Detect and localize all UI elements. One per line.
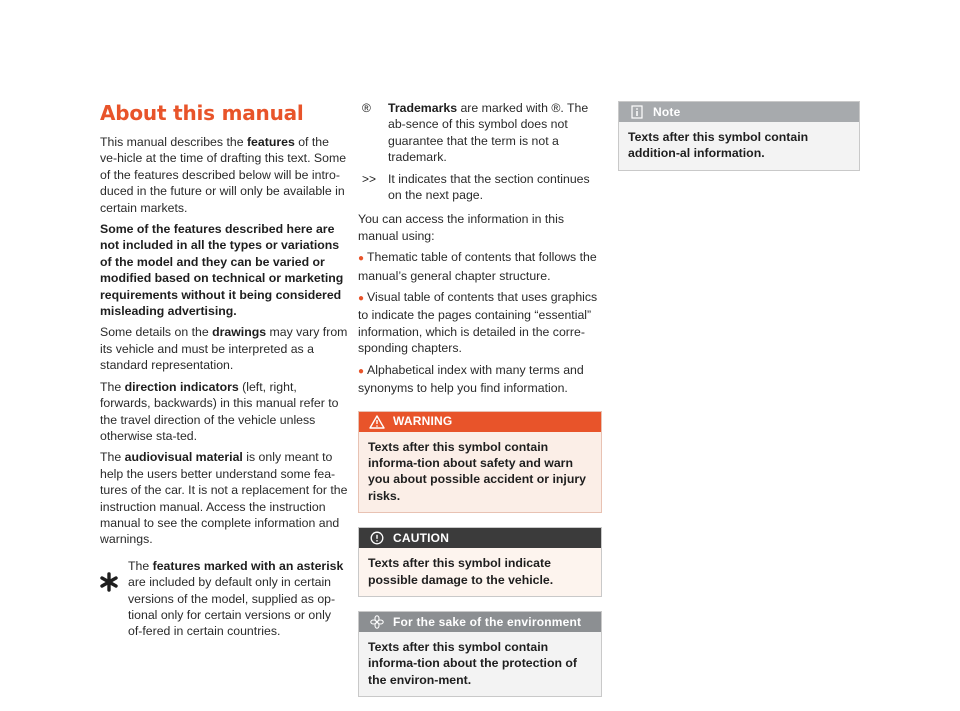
asterisk-note: [100, 558, 348, 640]
direction-paragraph: The direction indicators (left, right, forwards, backwards) in this manual refer to the travel direction of the vehicle unless otherwise sta-ted.: [100, 379, 339, 443]
note-text: Texts after this symbol contain addition-al information.: [619, 122, 859, 170]
intro-paragraph: This manual describes the features of the ve-hicle at the time of drafting this text. Some of the features described below will be intro-duced in the future or will only be available in certain markets.: [100, 135, 347, 215]
environment-text: Texts after this symbol contain informa-tion about the protection of the environ-ment.: [359, 632, 601, 696]
caution-circle-icon: [369, 531, 385, 545]
bullet-dot-icon: ●: [358, 293, 365, 305]
list-item: ● Visual table of contents that uses graphics to indicate the pages containing “essential” information, which is detailed in the corre-sponding chapters.: [358, 290, 598, 356]
note-header: Note: [619, 102, 859, 122]
page-title: About this manual: [100, 101, 304, 125]
warning-triangle-icon: [369, 415, 385, 429]
column-right: [618, 101, 860, 185]
bullet-dot-icon: ●: [358, 365, 365, 377]
environment-box: [358, 611, 602, 697]
column-middle: [358, 100, 602, 711]
warning-box: [358, 411, 602, 514]
flower-icon: [369, 615, 385, 629]
bullet-dot-icon: ●: [358, 253, 365, 265]
access-intro: You can access the information in this manual using:: [358, 212, 564, 243]
list-item: ● Alphabetical index with many terms and synonyms to help you find information.: [358, 362, 584, 396]
asterisk-icon: [100, 558, 128, 640]
caution-header: CAUTION: [359, 528, 601, 548]
warning-header: WARNING: [359, 412, 601, 432]
drawings-paragraph: Some details on the drawings may vary from its vehicle and must be interpreted as a standard representation.: [100, 325, 348, 373]
caution-box: [358, 527, 602, 597]
info-icon: [629, 105, 645, 119]
note-box: [618, 101, 860, 171]
continues-row: >> It indicates that the section continues on the next page.: [358, 171, 602, 204]
trademark-row: ® Trademarks are marked with ®. The ab-sence of this symbol does not guarantee that the term is not a trademark.: [358, 100, 602, 166]
audiovisual-paragraph: The audiovisual material is only meant to help the users better understand some fea-tures of the car. It is not a replacement for the instruction manual. Access the instruction manual to see the complete information and warnings.: [100, 450, 348, 547]
column-left: [100, 134, 348, 640]
registered-symbol: ®: [362, 101, 371, 115]
asterisk-text: The features marked with an asterisk are included by default only in certain versions of the model, supplied as op-tional only for certain versions or only of-fered in certain countries.: [128, 558, 344, 639]
warning-text: Texts after this symbol contain informa-tion about safety and warn you about possible accident or injury risks.: [359, 432, 601, 513]
caution-text: Texts after this symbol indicate possible damage to the vehicle.: [359, 548, 601, 596]
environment-header: For the sake of the environment: [359, 612, 601, 632]
disclaimer-paragraph: Some of the features described here are not included in all the types or variations of the model and they can be varied or modified based on technical or marketing requirements without it being considered misleading advertising.: [100, 222, 344, 319]
list-item: ● Thematic table of contents that follows the manual’s general chapter structure.: [358, 250, 597, 283]
double-chevron-icon: >>: [362, 171, 377, 186]
